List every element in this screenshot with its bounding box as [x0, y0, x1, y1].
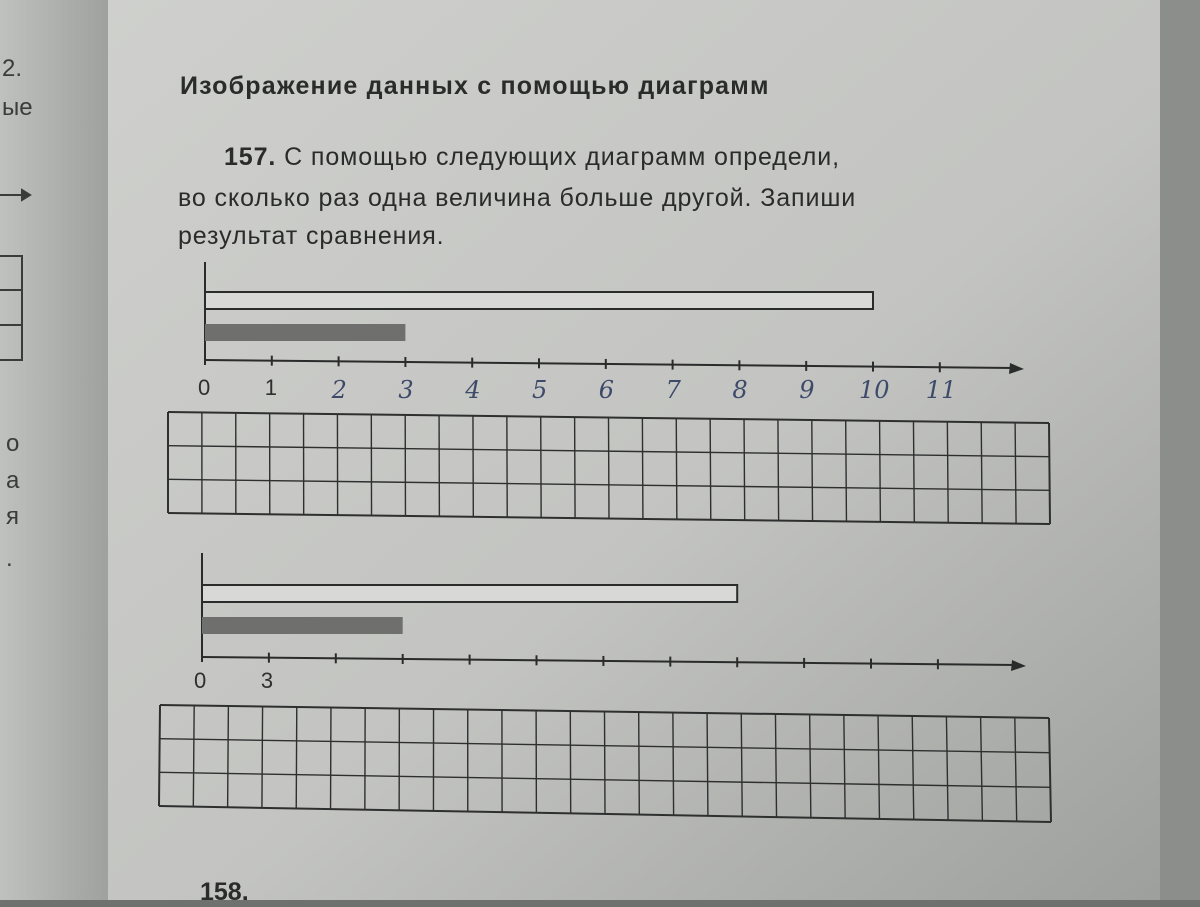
section-heading: Изображение данных с помощью диаграмм — [180, 72, 770, 101]
exercise-line-2: во сколько раз одна величина больше другой. Запиши — [178, 184, 856, 213]
left-margin-text: ые — [2, 94, 33, 122]
grid-line — [741, 714, 742, 817]
grid-line — [605, 712, 606, 815]
left-margin-text: а — [6, 467, 19, 495]
grid-line — [707, 713, 708, 816]
grid-line — [262, 707, 263, 808]
grid-line — [642, 418, 643, 519]
x-tick-label: 1 — [265, 375, 277, 401]
grid-line — [946, 717, 948, 821]
grid-line — [1015, 718, 1017, 822]
handwritten-tick-label: 3 — [398, 376, 413, 404]
handwritten-tick-label: 5 — [532, 376, 547, 404]
grid-line — [812, 420, 813, 521]
handwritten-tick-label: 10 — [859, 376, 890, 404]
grid-line — [912, 716, 914, 820]
grid-line — [1015, 423, 1016, 524]
handwritten-tick-label: 8 — [732, 376, 747, 404]
handwritten-tick-label: 9 — [799, 376, 814, 404]
exercise-number: 157. — [224, 143, 276, 171]
handwritten-tick-label: 4 — [465, 376, 480, 404]
x-tick-label: 0 — [198, 375, 210, 401]
grid-line — [778, 420, 779, 521]
grid-line — [981, 717, 983, 821]
grid-line — [673, 713, 674, 816]
grid-line — [880, 421, 881, 522]
grid-line — [639, 712, 640, 815]
grid-line — [296, 707, 297, 808]
grid-line — [775, 714, 776, 817]
handwritten-tick-label: 7 — [666, 376, 681, 404]
handwritten-tick-label: 2 — [332, 376, 347, 404]
grid-line — [947, 422, 948, 523]
grid-line — [878, 716, 879, 819]
x-tick-label: 0 — [194, 668, 206, 694]
grid-line — [676, 418, 677, 519]
grid-line — [1049, 423, 1050, 524]
answer-grid — [159, 705, 1051, 822]
left-margin-text: 2. — [2, 55, 22, 83]
grid-line — [844, 715, 845, 818]
exercise-line-3: результат сравнения. — [178, 222, 445, 251]
grid-line — [744, 419, 745, 520]
left-margin-text: . — [6, 545, 13, 573]
grid-line — [609, 418, 610, 519]
answer-grid — [168, 412, 1050, 524]
grid-line — [228, 706, 229, 807]
handwritten-tick-label: 11 — [926, 376, 957, 404]
grid-line — [710, 419, 711, 520]
grid-line — [1049, 718, 1051, 822]
next-exercise-number: 158. — [200, 878, 249, 907]
x-tick-label: 3 — [261, 668, 273, 694]
grid-line — [913, 421, 914, 522]
exercise-text-1: С помощью следующих диаграмм определи, — [284, 143, 840, 171]
left-margin-text: о — [6, 430, 19, 458]
handwritten-tick-label: 6 — [599, 376, 614, 404]
grid-line — [810, 715, 811, 818]
left-margin-text: я — [6, 503, 19, 531]
grid-line — [193, 706, 194, 807]
grid-line — [846, 420, 847, 521]
grid-line — [159, 705, 160, 806]
grid-line — [981, 422, 982, 523]
